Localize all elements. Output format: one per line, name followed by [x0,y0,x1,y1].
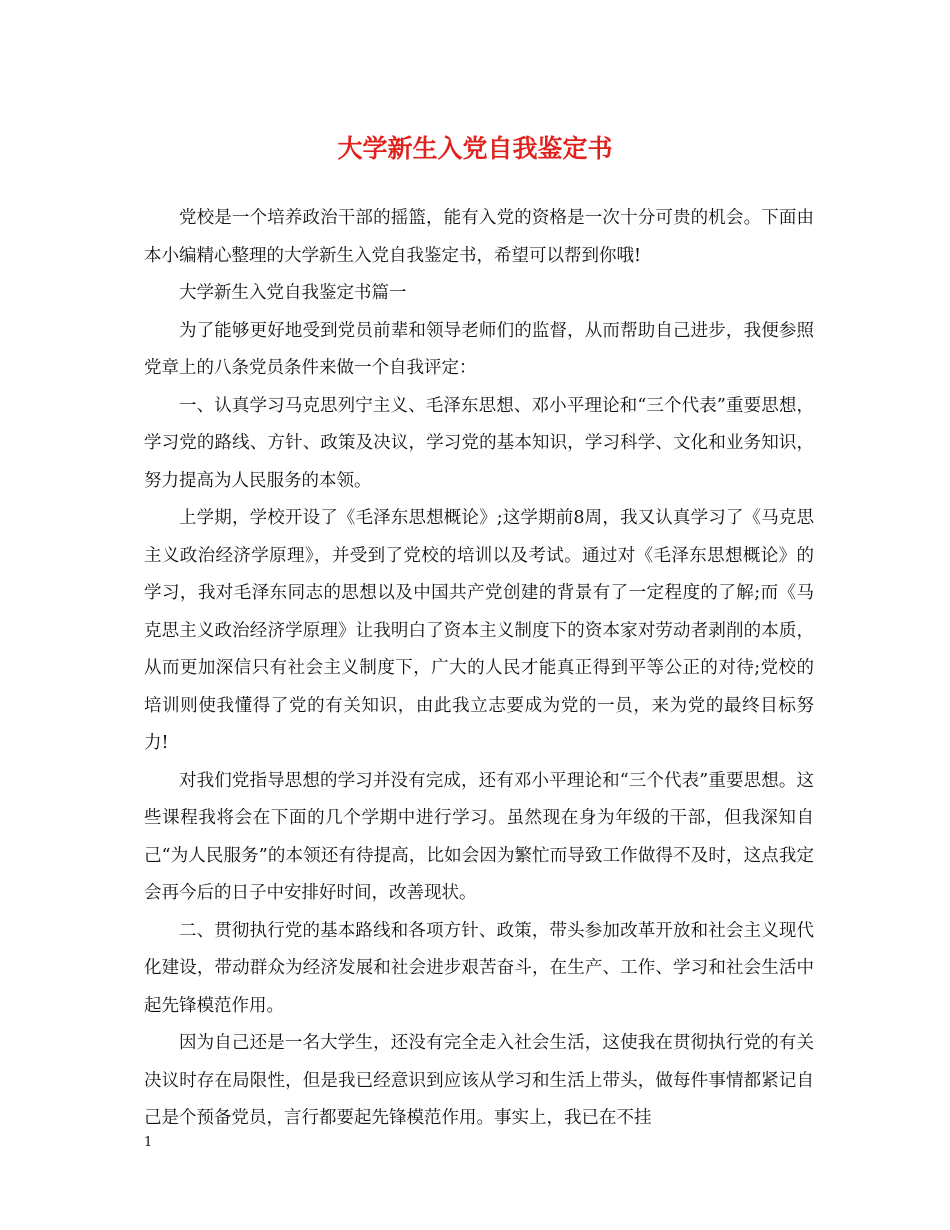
paragraph-study-record: 上学期，学校开设了《毛泽东思想概论》;这学期前8周，我又认真学习了《马克思主义政治经济学原理》，并受到了党校的培训以及考试。通过对《毛泽东思想概论》的学习，我对毛泽东同志的思想以及中国共产党创建的背景有了一定程度的了解;而《马克思主义政治经济学原理》让我明白了资本主义制度下的资本家对劳动者剥削的本质，从而更加深信只有社会主义制度下，广大的人民才能真正得到平等公正的对待;党校的培训则使我懂得了党的有关知识，由此我立志要成为党的一员，来为党的最终目标努力! [144,508,814,753]
document-title: 大学新生入党自我鉴定书 [337,134,613,163]
paragraph-point-one: 一、认真学习马克思列宁主义、毛泽东思想、邓小平理论和“三个代表”重要思想，学习党的路线、方针、政策及决议，学习党的基本知识，学习科学、文化和业务知识，努力提高为人民服务的本领。 [144,395,814,491]
page-number: 1 [144,1135,153,1150]
paragraph-section-heading: 大学新生入党自我鉴定书篇一 [179,283,407,303]
paragraph-further-study: 对我们党指导思想的学习并没有完成，还有邓小平理论和“三个代表”重要思想。这些课程我将会在下面的几个学期中进行学习。虽然现在身为年级的干部，但我深知自己“为人民服务”的本领还有待提高，比如会因为繁忙而导致工作做得不及时，这点我定会再今后的日子中安排好时间，改善现状。 [144,770,814,903]
paragraph-student-role: 因为自己还是一名大学生，还没有完全走入社会生活，这使我在贯彻执行党的有关决议时存在局限性，但是我已经意识到应该从学习和生活上带头，做每件事情都紧记自己是个预备党员，言行都要起先锋模范作用。事实上，我已在不挂 [144,1033,814,1128]
paragraph-point-two: 二、贯彻执行党的基本路线和各项方针、政策，带头参加改革开放和社会主义现代化建设，带动群众为经济发展和社会进步艰苦奋斗，在生产、工作、学习和社会生活中起先锋模范作用。 [144,920,814,1016]
document-body [144,200,814,1138]
paragraph-purpose: 为了能够更好地受到党员前辈和领导老师们的监督，从而帮助自己进步，我便参照党章上的八条党员条件来做一个自我评定： [144,320,814,378]
paragraph-intro: 党校是一个培养政治干部的摇篮，能有入党的资格是一次十分可贵的机会。下面由本小编精心整理的大学新生入党自我鉴定书，希望可以帮到你哦! [144,208,814,266]
